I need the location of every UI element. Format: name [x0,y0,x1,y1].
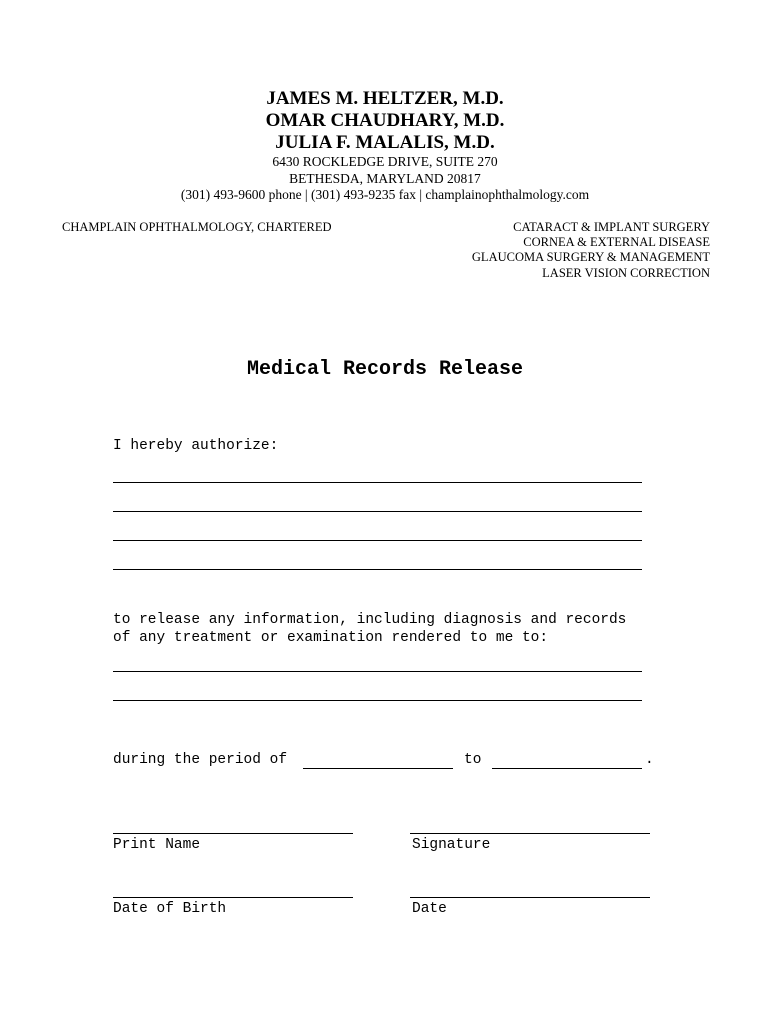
period-end-line[interactable] [492,768,642,769]
authorized-party-line-1[interactable] [113,482,642,483]
service-item: LASER VISION CORRECTION [542,265,710,280]
letterhead-address [0,154,770,204]
contact-line: (301) 493-9600 phone | (301) 493-9235 fax | champlainophthalmology.com [180,187,590,202]
date-label: Date [412,901,447,917]
practice-name: CHAMPLAIN OPHTHALMOLOGY, CHARTERED [62,220,332,234]
address-line-1: 6430 ROCKLEDGE DRIVE, SUITE 270 [272,154,498,169]
print-name-line[interactable] [113,833,353,834]
recipient-line-1[interactable] [113,671,642,672]
doctor-name: JAMES M. HELTZER, M.D. [266,88,504,109]
period-to-label: to [464,752,482,768]
service-item: GLAUCOMA SURGERY & MANAGEMENT [471,250,710,265]
period-end-mark: . [645,752,654,768]
doctor-name: JULIA F. MALALIS, M.D. [275,132,495,153]
period-label: during the period of [113,752,288,768]
release-text-line-1: to release any information, including diagnosis and records [113,612,627,628]
authorize-label: I hereby authorize: [113,438,279,454]
form-title: Medical Records Release [246,358,524,381]
dob-line[interactable] [113,897,353,898]
service-item: CATARACT & IMPLANT SURGERY [513,220,710,234]
date-line[interactable] [410,897,650,898]
service-item: CORNEA & EXTERNAL DISEASE [523,235,710,250]
recipient-line-2[interactable] [113,700,642,701]
doctor-name: OMAR CHAUDHARY, M.D. [265,110,505,131]
period-start-line[interactable] [303,768,453,769]
release-text-line-2: of any treatment or examination rendered to me to: [113,630,549,646]
print-name-label: Print Name [113,837,201,853]
address-line-2: BETHESDA, MARYLAND 20817 [289,170,481,186]
signature-line[interactable] [410,833,650,834]
dob-label: Date of Birth [113,901,227,917]
signature-label: Signature [412,837,491,853]
services-list [472,220,710,281]
authorized-party-line-3[interactable] [113,540,642,541]
authorized-party-line-4[interactable] [113,569,642,570]
letterhead-doctors [0,88,770,154]
authorized-party-line-2[interactable] [113,511,642,512]
